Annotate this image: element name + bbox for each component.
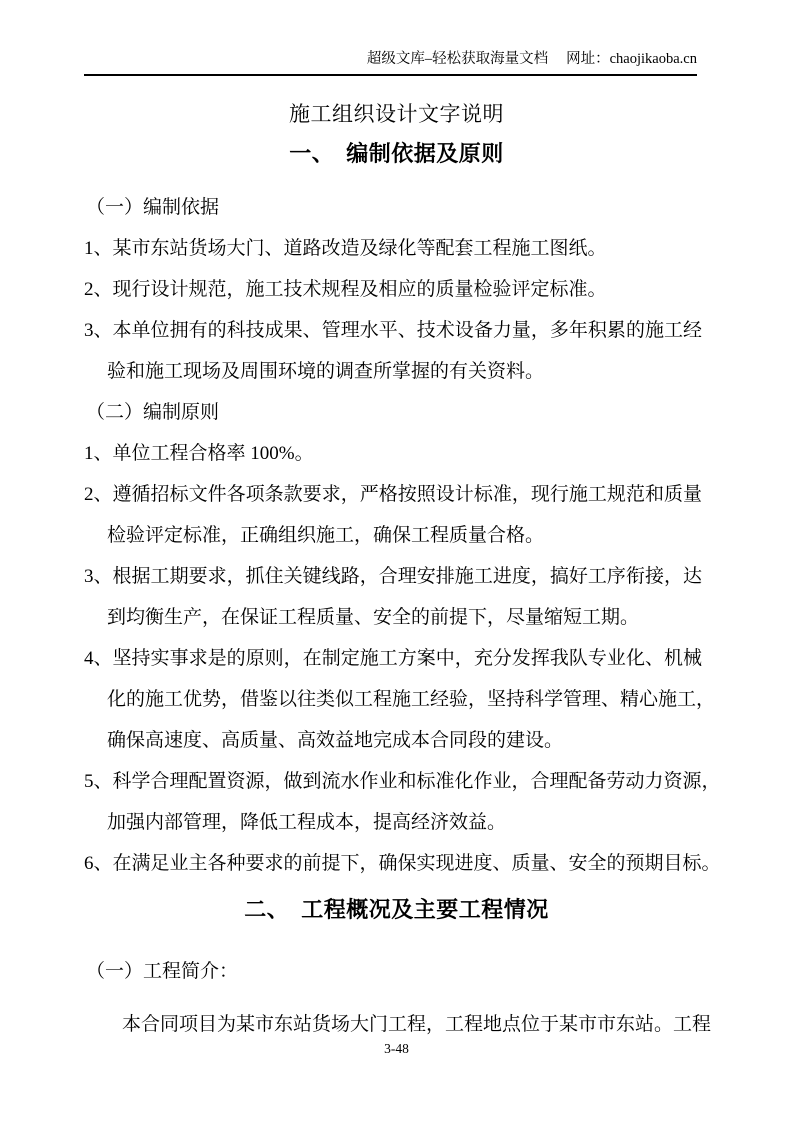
body-line: （一）编制依据 (86, 197, 220, 218)
body-line: 1、某市东站货场大门、道路改造及绿化等配套工程施工图纸。 (84, 238, 607, 259)
body-line: 检验评定标准，正确组织施工，确保工程质量合格。 (107, 525, 545, 546)
body-line: 6、在满足业主各种要求的前提下，确保实现进度、质量、安全的预期目标。 (84, 853, 721, 874)
body-line: 5、科学合理配置资源，做到流水作业和标准化作业，合理配备劳动力资源， (84, 771, 721, 792)
header-site-url: chaojikaoba.cn (609, 51, 697, 67)
section-1-heading-number: 一、 (289, 141, 335, 166)
section-2-heading-number: 二、 (244, 897, 290, 922)
body-line: 化的施工优势，借鉴以往类似工程施工经验，坚持科学管理、精心施工， (107, 689, 716, 710)
section-1-heading (0, 139, 793, 169)
body-line: 确保高速度、高质量、高效益地完成本合同段的建设。 (107, 730, 564, 751)
body-line: 2、遵循招标文件各项条款要求，严格按照设计标准，现行施工规范和质量 (84, 484, 702, 505)
body-line: 4、坚持实事求是的原则，在制定施工方案中，充分发挥我队专业化、机械 (84, 648, 702, 669)
body-line: 3、本单位拥有的科技成果、管理水平、技术设备力量，多年积累的施工经 (84, 320, 702, 341)
page-header (84, 49, 697, 76)
body-line: 加强内部管理，降低工程成本，提高经济效益。 (107, 812, 507, 833)
body-line: 2、现行设计规范，施工技术规程及相应的质量检验评定标准。 (84, 279, 607, 300)
header-site-label: 网址： (566, 51, 610, 67)
section-2-heading-title: 工程概况及主要工程情况 (301, 897, 549, 922)
body-line: 3、根据工期要求，抓住关键线路，合理安排施工进度，搞好工序衔接，达 (84, 566, 702, 587)
body-line: 到均衡生产，在保证工程质量、安全的前提下，尽量缩短工期。 (107, 607, 640, 628)
body-line: （二）编制原则 (86, 402, 220, 423)
section-1-body (84, 187, 721, 884)
section-2-heading (0, 895, 793, 925)
body-line: 本合同项目为某市东站货场大门工程，工程地点位于某市市东站。工程 (122, 1014, 712, 1035)
document-title: 施工组织设计文字说明 (289, 102, 504, 126)
header-brand-text: 超级文库–轻松获取海量文档 (366, 51, 549, 67)
body-line: 验和施工现场及周围环境的调查所掌握的有关资料。 (107, 361, 545, 382)
body-line: 1、单位工程合格率 100%。 (84, 443, 314, 464)
page-number: 3-48 (384, 1041, 409, 1056)
section-1-heading-title: 编制依据及原则 (346, 141, 504, 166)
body-line: （一）工程简介： (86, 961, 239, 982)
